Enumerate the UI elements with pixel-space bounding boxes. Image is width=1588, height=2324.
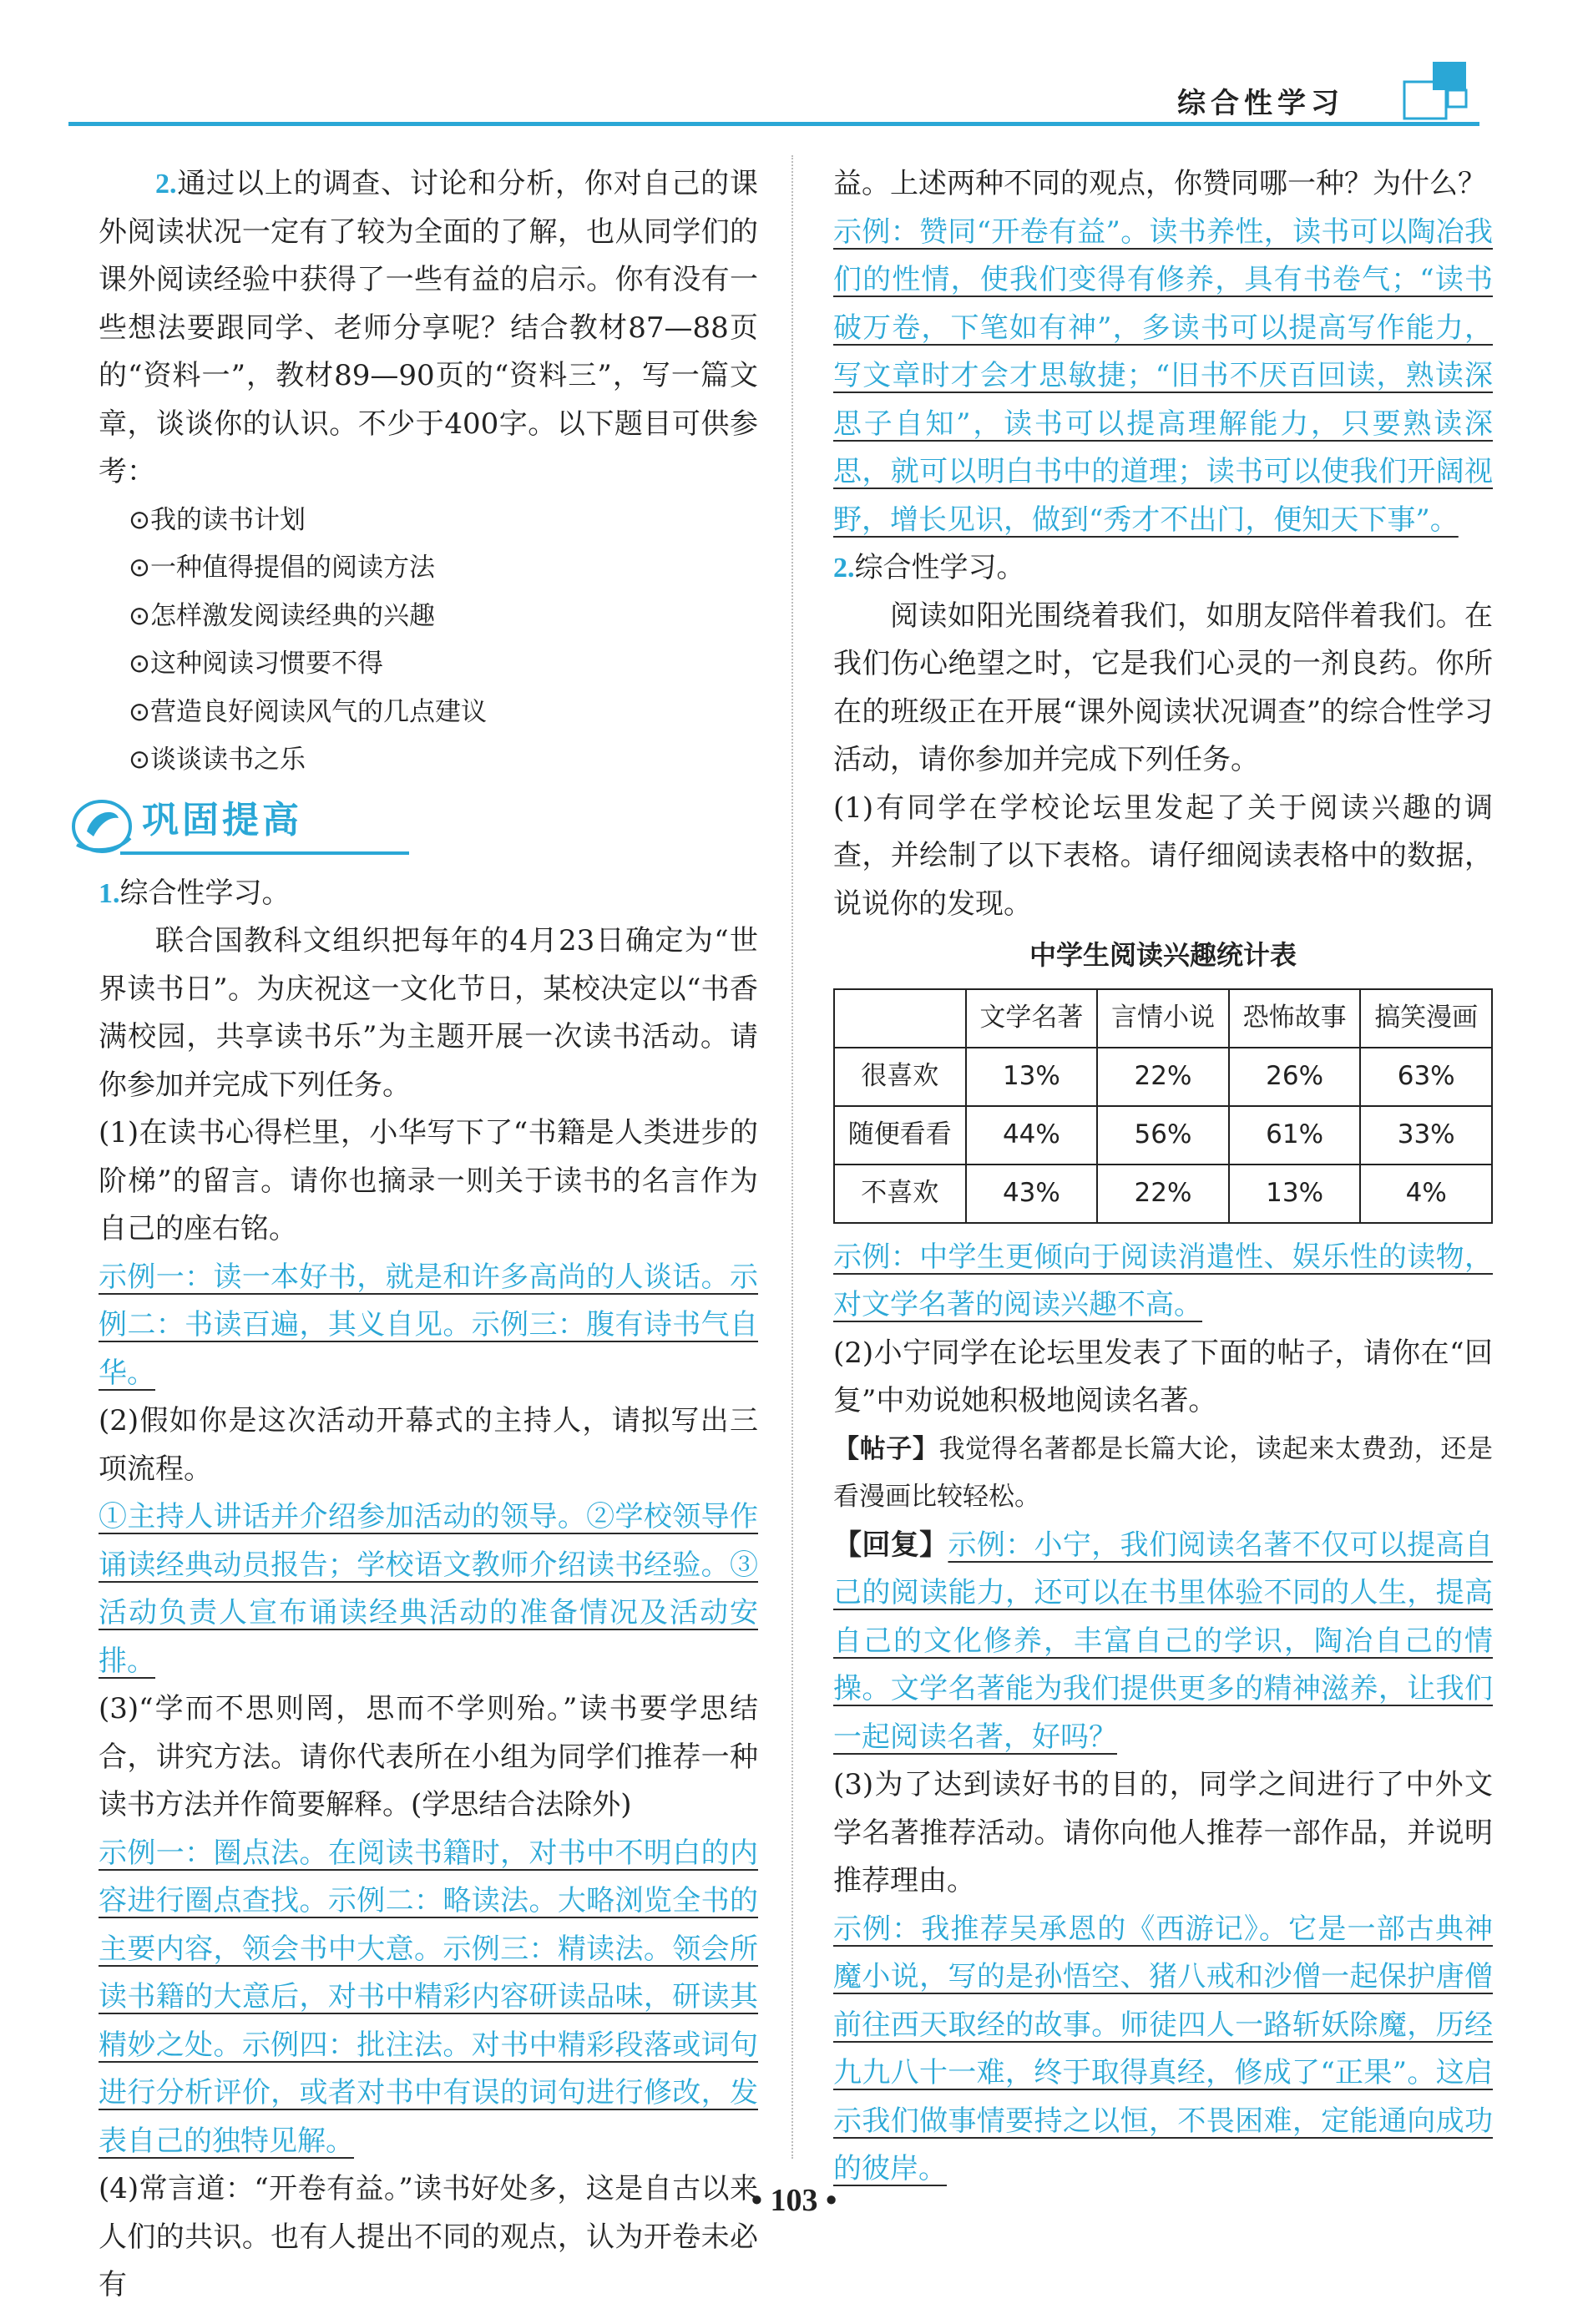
- header-squares-icon: [1403, 60, 1469, 120]
- question-text: 通过以上的调查、讨论和分析，你对自己的课外阅读状况一定有了较为全面的了解，也从同学们的课外阅读经验中获得了一些有益的启示。你有没有一些想法要跟同学、老师分享呢？结合教材87—88页的“资料一”，教材89—90页的“资料三”，写一篇文章，谈谈你的认识。不少于400字。以下题目可供参考：: [99, 167, 758, 488]
- reply-answer: 示例：小宁，我们阅读名著不仅可以提高自己的阅读能力，还可以在书里体验不同的人生，提高自己的文化修养，丰富自己的学识，陶冶自己的情操。文学名著能为我们提供更多的精神滋养，让我们一起阅读名著，好吗？: [833, 1528, 1494, 1754]
- table-cell: 61%: [1229, 1106, 1361, 1165]
- topic-option: ⊙我的读书计划: [129, 504, 306, 535]
- question-heading: 综合性学习。: [854, 551, 1025, 584]
- sub-question-1: (1)在读书心得栏里，小华写下了“书籍是人类进步的阶梯”的留言。请你也摘录一则关于读书的名言作为自己的座右铭。: [99, 1116, 758, 1245]
- sub-question-3: (3)为了达到读好书的目的，同学之间进行了中外文学名著推荐活动。请你向他人推荐一部作品，并说明推荐理由。: [833, 1768, 1493, 1897]
- question-number: 2.: [155, 169, 177, 200]
- header-rule: [68, 122, 1479, 126]
- table-cell: 56%: [1097, 1106, 1229, 1165]
- sub-question-2: (2)小宁同学在论坛里发表了下面的帖子，请你在“回复”中劝说她积极地阅读名著。: [833, 1336, 1493, 1417]
- topic-option: ⊙这种阅读习惯要不得: [129, 649, 383, 679]
- answer-1: 示例一：读一本好书，就是和许多高尚的人谈话。示例二：书读百遍，其义自见。示例三：腹有诗书气自华。: [99, 1260, 758, 1390]
- table-header-cell: [834, 989, 966, 1048]
- right-column: [833, 160, 1493, 2194]
- section-title: 巩固提高: [142, 798, 302, 841]
- table-cell: 22%: [1097, 1048, 1229, 1106]
- table-title: 中学生阅读兴趣统计表: [1029, 939, 1297, 971]
- table-cell: 22%: [1097, 1165, 1229, 1223]
- forum-post: [833, 1426, 1493, 1522]
- question-heading: 综合性学习。: [119, 876, 291, 910]
- answer-table: 示例：中学生更倾向于阅读消遣性、娱乐性的读物，对文学名著的阅读兴趣不高。: [833, 1240, 1493, 1321]
- table-header-cell: 言情小说: [1097, 989, 1229, 1048]
- table-row: [834, 1048, 1492, 1106]
- table-cell: 4%: [1360, 1165, 1492, 1223]
- page-number-value: 103: [770, 2183, 818, 2218]
- table-cell: 13%: [1229, 1165, 1361, 1223]
- sub-question-4: (4)常言道：“开卷有益。”读书好处多，这是自古以来人们的共识。也有人提出不同的观点，认为开卷未必有: [99, 2172, 758, 2301]
- reply-label: 【回复】: [833, 1528, 948, 1562]
- question-number: 2.: [833, 553, 855, 584]
- table-header-cell: 搞笑漫画: [1360, 989, 1492, 1048]
- table-cell: 43%: [966, 1165, 1098, 1223]
- table-cell: 不喜欢: [834, 1165, 966, 1223]
- left-column: [99, 160, 758, 2310]
- sub-question-4-continued: 益。上述两种不同的观点，你赞同哪一种？为什么？: [833, 167, 1486, 200]
- table-cell: 33%: [1360, 1106, 1492, 1165]
- section-heading: [68, 790, 758, 860]
- table-header-row: [834, 989, 1492, 1048]
- table-row: [834, 1165, 1492, 1223]
- question-1-intro: 联合国教科文组织把每年的4月23日确定为“世界读书日”。为庆祝这一文化节日，某校决定以“书香满校园，共享读书乐”为主题开展一次读书活动。请你参加并完成下列任务。: [99, 924, 758, 1102]
- table-cell: 63%: [1360, 1048, 1492, 1106]
- topic-option: ⊙怎样激发阅读经典的兴趣: [129, 600, 435, 631]
- question-2-intro: 阅读如阳光围绕着我们，如朋友陪伴着我们。在我们伤心绝望之时，它是我们心灵的一剂良药。你所在的班级正在开展“课外阅读状况调查”的综合性学习活动，请你参加并完成下列任务。: [833, 599, 1493, 776]
- table-cell: 26%: [1229, 1048, 1361, 1106]
- post-text: 我觉得名著都是长篇大论，读起来太费劲，还是看漫画比较轻松。: [833, 1433, 1493, 1512]
- table-row: [834, 1106, 1492, 1165]
- topic-options: [99, 497, 758, 785]
- section-underline: [120, 851, 409, 855]
- section-leaf-icon: [68, 793, 135, 855]
- table-cell: 很喜欢: [834, 1048, 966, 1106]
- table-cell: 44%: [966, 1106, 1098, 1165]
- answer-2: ①主持人讲话并介绍参加活动的领导。②学校领导作诵读经典动员报告；学校语文教师介绍读书经验。③活动负责人宣布诵读经典活动的准备情况及活动安排。: [99, 1500, 758, 1678]
- reading-interest-table: [833, 988, 1493, 1224]
- question-1-heading: [99, 870, 758, 918]
- sub-question-3: (3)“学而不思则罔，思而不学则殆。”读书要学思结合，讲究方法。请你代表所在小组为同学们推荐一种读书方法并作简要解释。(学思结合法除外): [99, 1692, 758, 1821]
- question-2-prompt: [99, 160, 758, 497]
- post-label: 【帖子】: [833, 1433, 939, 1464]
- answer-recommendation: 示例：我推荐吴承恩的《西游记》。它是一部古典神魔小说，写的是孙悟空、猪八戒和沙僧一起保护唐僧前往西天取经的故事。师徒四人一路斩妖除魔，历经九九八十一难，终于取得真经，修成了“正果”。这启示我们做事情要持之以恒，不畏困难，定能通向成功的彼岸。: [833, 1912, 1493, 2185]
- column-divider: [791, 155, 793, 2159]
- forum-reply: [833, 1522, 1493, 1762]
- table-header-cell: 恐怖故事: [1229, 989, 1361, 1048]
- topic-option: ⊙谈谈读书之乐: [129, 745, 306, 775]
- header-title: 综合性学习: [1177, 87, 1344, 120]
- sub-question-1: (1)有同学在学校论坛里发起了关于阅读兴趣的调查，并绘制了以下表格。请仔细阅读表格中的数据，说说你的发现。: [833, 791, 1493, 921]
- answer-3: 示例一：圈点法。在阅读书籍时，对书中不明白的内容进行圈点查找。示例二：略读法。大略浏览全书的主要内容，领会书中大意。示例三：精读法。领会所读书籍的大意后，对书中精彩内容研读品味，研读其精妙之处。示例四：批注法。对书中精彩段落或词句进行分析评价，或者对书中有误的词句进行修改，发表自己的独特见解。: [99, 1836, 758, 2158]
- table-cell: 13%: [966, 1048, 1098, 1106]
- sub-question-2: (2)假如你是这次活动开幕式的主持人，请拟写出三项流程。: [99, 1404, 758, 1486]
- answer-4: 示例：赞同“开卷有益”。读书养性，读书可以陶冶我们的性情，使我们变得有修养，具有书卷气；“读书破万卷，下笔如有神”，多读书可以提高写作能力，写文章时才会才思敏捷；“旧书不厌百回读，熟读深思子自知”，读书可以提高理解能力，只要熟读深思，就可以明白书中的道理；读书可以使我们开阔视野，增长见识，做到“秀才不出门，便知天下事”。: [833, 215, 1493, 537]
- table-cell: 随便看看: [834, 1106, 966, 1165]
- question-number: 1.: [99, 877, 120, 909]
- table-header-cell: 文学名著: [966, 989, 1098, 1048]
- topic-option: ⊙一种值得提倡的阅读方法: [129, 553, 435, 583]
- topic-option: ⊙营造良好阅读风气的几点建议: [129, 696, 487, 727]
- question-2-heading: [833, 544, 1493, 593]
- page-number: • 103 •: [751, 2183, 837, 2218]
